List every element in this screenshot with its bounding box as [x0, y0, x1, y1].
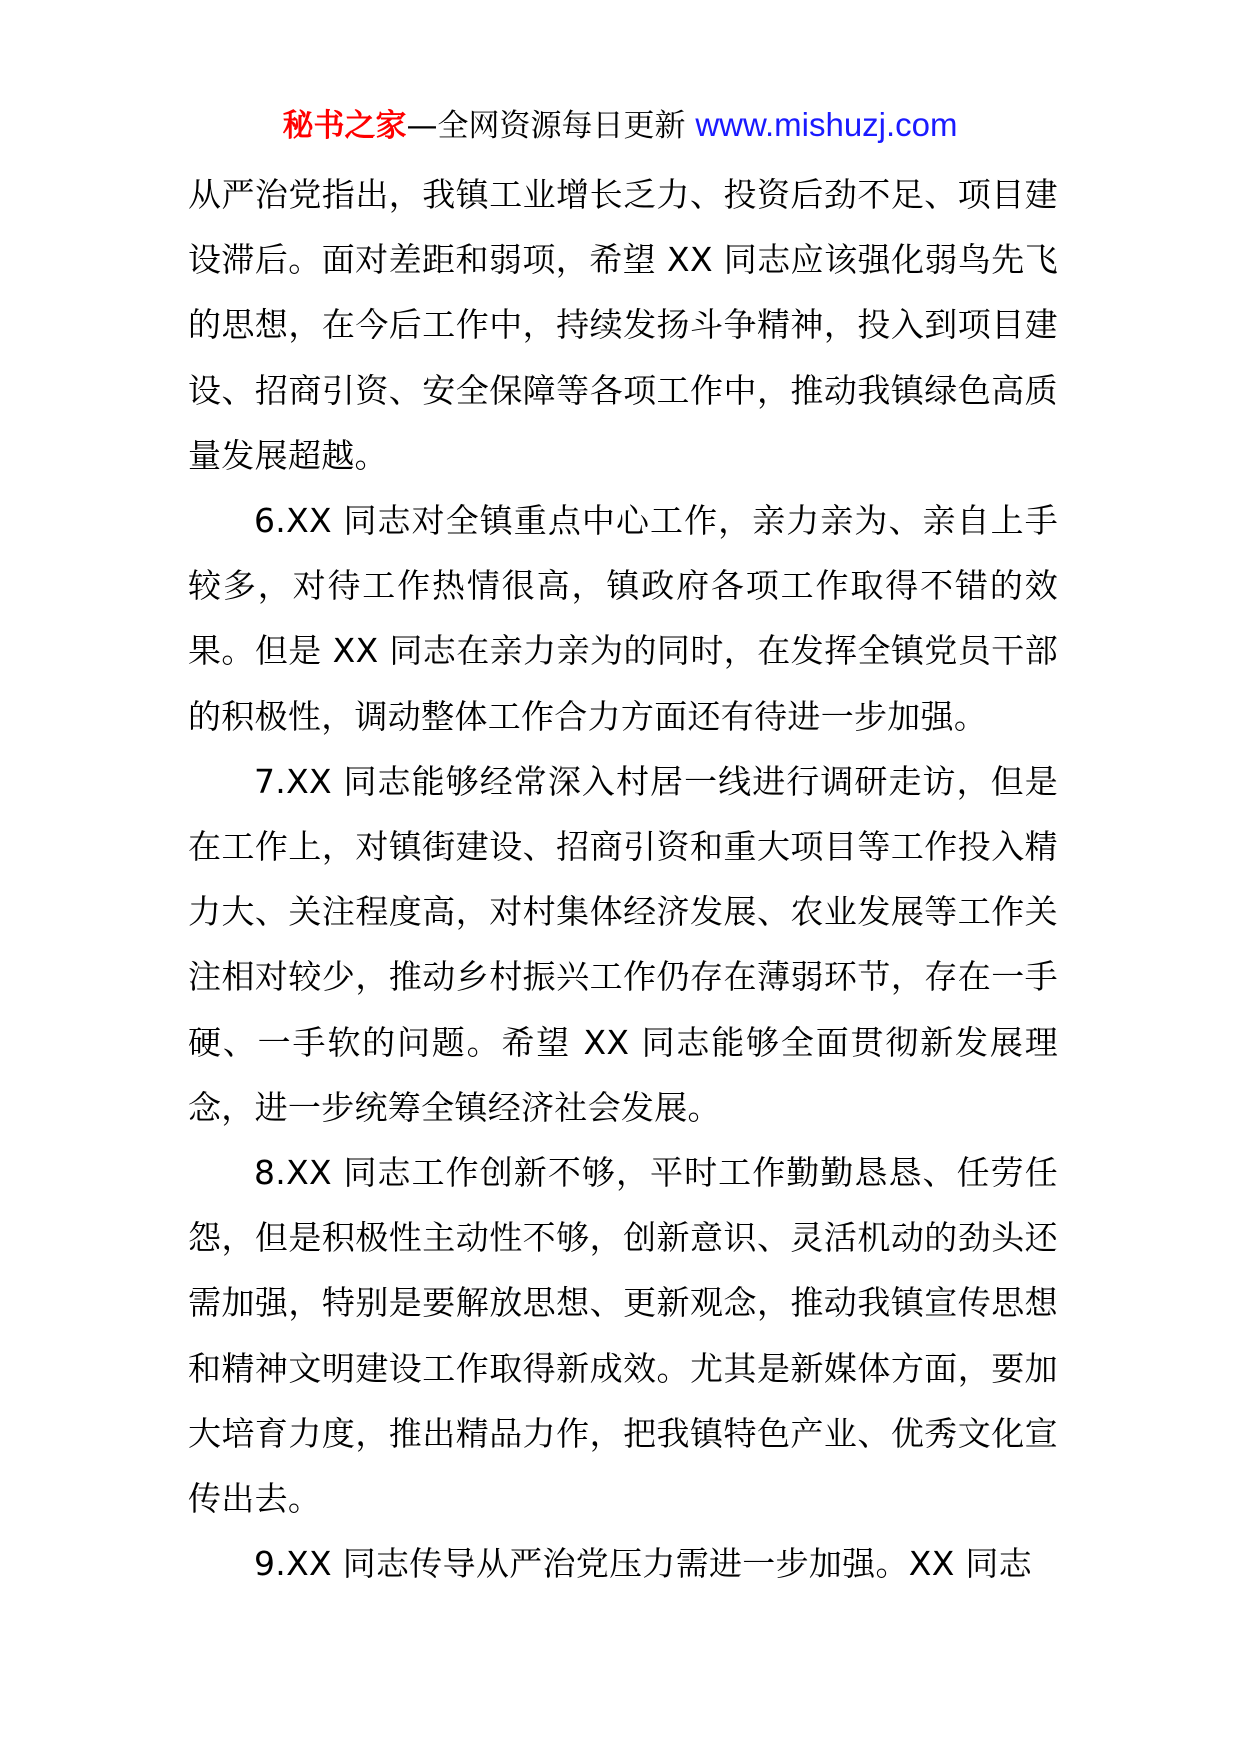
paragraph-item-8: 8.XX 同志工作创新不够，平时工作勤勤恳恳、任劳任怨，但是积极性主动性不够，创新意识、灵活机动的劲头还需加强，特别是要解放思想、更新观念，推动我镇宣传思想和精神文明建设工作取得新成效。尤其是新媒体方面，要加大培育力度，推出精品力作，把我镇特色产业、优秀文化宣传出去。 — [188, 1153, 1058, 1519]
paragraph-item-9: 9.XX 同志传导从严治党压力需进一步加强。XX 同志 — [254, 1544, 1032, 1584]
header-tagline: —全网资源每日更新 — [406, 108, 686, 144]
paragraph-continued: 从严治党指出，我镇工业增长乏力、投资后劲不足、项目建设滞后。面对差距和弱项，希望 XX 同志应该强化弱鸟先飞的思想，在今后工作中，持续发扬斗争精神，投入到项目建设、招商引资、安全保障等各项工作中，推动我镇绿色高质量发展超越。 — [188, 175, 1058, 475]
brand-name: 秘书之家 — [282, 108, 407, 144]
site-header — [0, 101, 1240, 150]
paragraph-item-6: 6.XX 同志对全镇重点中心工作，亲力亲为、亲自上手较多，对待工作热情很高，镇政府各项工作取得不错的效果。但是 XX 同志在亲力亲为的同时，在发挥全镇党员干部的积极性，调动整体工作合力方面还有待进一步加强。 — [188, 501, 1058, 736]
document-body — [188, 162, 1058, 1596]
site-url-link[interactable]: www.mishuzj.com — [695, 106, 958, 143]
paragraph-item-7: 7.XX 同志能够经常深入村居一线进行调研走访，但是在工作上，对镇街建设、招商引资和重大项目等工作投入精力大、关注程度高，对村集体经济发展、农业发展等工作关注相对较少，推动乡村振兴工作仍存在薄弱环节，存在一手硬、一手软的问题。希望 XX 同志能够全面贯彻新发展理念，进一步统筹全镇经济社会发展。 — [188, 761, 1058, 1127]
